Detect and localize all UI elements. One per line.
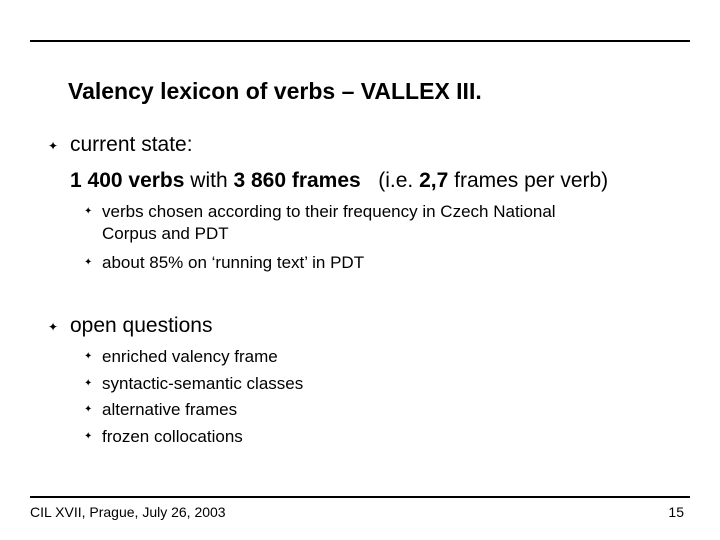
frames-ratio: 2,7 <box>419 169 449 192</box>
bullet-diamond-icon: ✦ <box>48 139 59 153</box>
frames-count: 3 860 frames <box>233 169 361 192</box>
footer-conference: CIL XVII, Prague, July 26, 2003 <box>30 504 226 520</box>
sub-bullet-diamond-icon: ✦ <box>84 431 93 442</box>
subitem-syntactic-semantic-classes: syntactic-semantic classes <box>102 374 304 393</box>
subitem-verbs-chosen-line2: Corpus and PDT <box>102 224 229 243</box>
sub-bullet-diamond-icon: ✦ <box>84 404 93 415</box>
subitem-running-text: about 85% on ‘running text’ in PDT <box>102 253 365 272</box>
stats-line <box>70 169 608 193</box>
subitem-frozen-collocations: frozen collocations <box>102 427 243 446</box>
sub-bullet-diamond-icon: ✦ <box>84 206 93 217</box>
paren-suffix: frames per verb) <box>448 169 609 192</box>
subitem-enriched-valency-frame: enriched valency frame <box>102 347 278 366</box>
bottom-rule <box>30 496 690 498</box>
sub-bullet-diamond-icon: ✦ <box>84 378 93 389</box>
footer-page-number: 15 <box>668 504 684 520</box>
top-rule <box>30 40 690 42</box>
section-open-questions-heading: open questions <box>70 314 213 337</box>
subitem-verbs-chosen-line1: verbs chosen according to their frequency in Czech National <box>102 202 556 221</box>
sub-bullet-diamond-icon: ✦ <box>84 257 93 268</box>
slide-title: Valency lexicon of verbs – VALLEX III. <box>68 78 482 104</box>
subitem-alternative-frames: alternative frames <box>102 400 238 419</box>
verbs-count: 1 400 verbs <box>70 169 185 192</box>
with-text: with <box>184 169 234 192</box>
bullet-diamond-icon: ✦ <box>48 320 59 334</box>
paren-prefix: (i.e. <box>360 169 420 192</box>
section-current-state-heading: current state: <box>70 133 193 156</box>
sub-bullet-diamond-icon: ✦ <box>84 351 93 362</box>
